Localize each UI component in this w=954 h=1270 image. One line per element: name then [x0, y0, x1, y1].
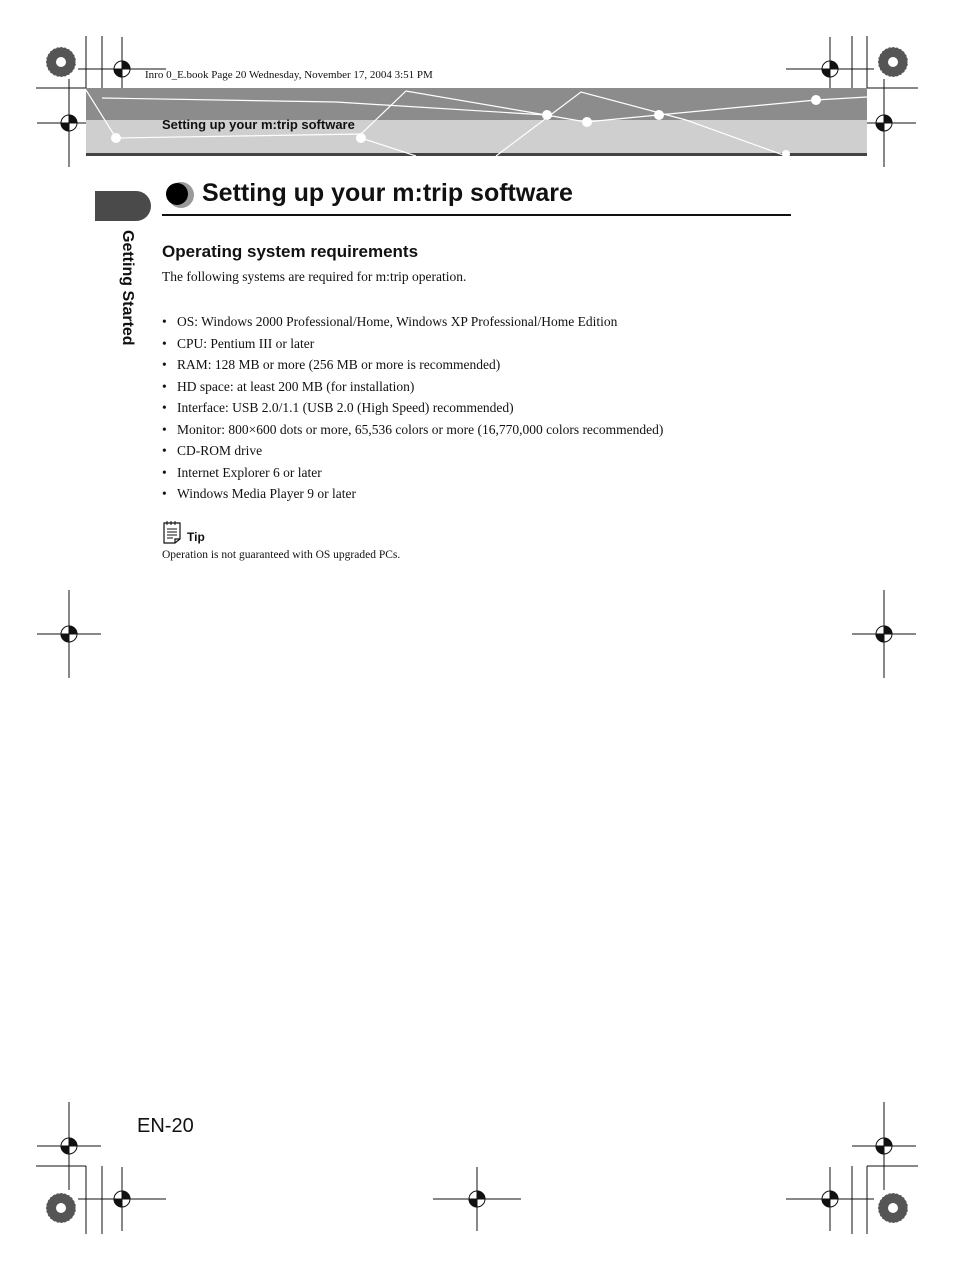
running-head: Setting up your m:trip software [162, 117, 355, 132]
list-item: • OS: Windows 2000 Professional/Home, Windows XP Professional/Home Edition [162, 311, 663, 333]
page-title: Setting up your m:trip software [202, 179, 573, 207]
chapter-tab [95, 191, 151, 221]
title-bullet-icon [164, 180, 196, 210]
list-item: • Internet Explorer 6 or later [162, 462, 663, 484]
list-item: • CPU: Pentium III or later [162, 333, 663, 355]
tip-label: Tip [187, 530, 205, 544]
list-item: • Monitor: 800×600 dots or more, 65,536 colors or more (16,770,000 colors recommended) [162, 419, 663, 441]
page-number: EN-20 [137, 1115, 194, 1137]
list-item: • Interface: USB 2.0/1.1 (USB 2.0 (High Speed) recommended) [162, 397, 663, 419]
list-item: • CD-ROM drive [162, 440, 663, 462]
list-item: • RAM: 128 MB or more (256 MB or more is recommended) [162, 354, 663, 376]
print-info-line: Inro 0_E.book Page 20 Wednesday, November 17, 2004 3:51 PM [145, 69, 433, 81]
title-rule [162, 214, 791, 216]
tip-text: Operation is not guaranteed with OS upgraded PCs. [162, 549, 401, 561]
section-heading: Operating system requirements [162, 242, 419, 261]
memo-pad-icon [162, 520, 184, 544]
registration-burst [46, 47, 76, 77]
section-intro: The following systems are required for m:trip operation. [162, 269, 467, 284]
list-item: • Windows Media Player 9 or later [162, 483, 663, 505]
requirements-list [162, 311, 663, 505]
list-item: • HD space: at least 200 MB (for installation) [162, 376, 663, 398]
chapter-label: Getting Started [119, 230, 136, 346]
